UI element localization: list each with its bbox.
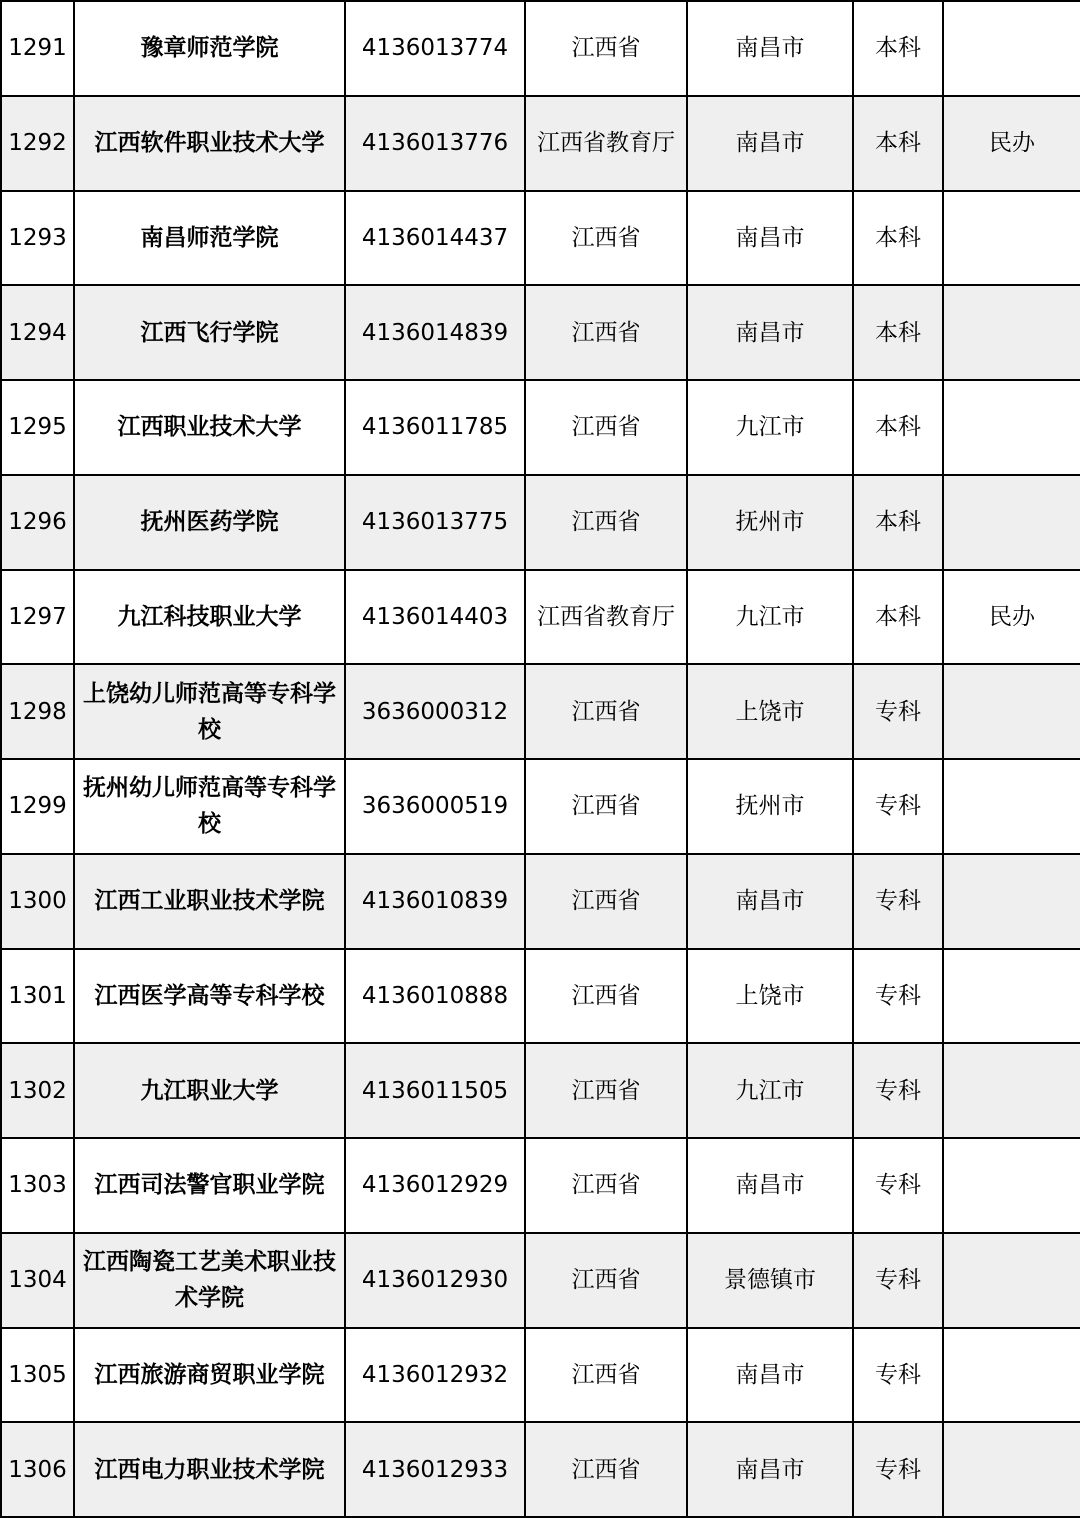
- table-row: [1, 570, 1080, 665]
- supervising-authority: 江西省: [525, 1, 687, 96]
- supervising-authority: 江西省: [525, 1328, 687, 1423]
- table-row: [1, 759, 1080, 854]
- institution-name: 九江科技职业大学: [74, 570, 345, 665]
- institution-code: 4136013776: [345, 96, 525, 191]
- row-number: 1302: [1, 1043, 74, 1138]
- remark: [943, 475, 1080, 570]
- row-number: 1306: [1, 1422, 74, 1517]
- supervising-authority: 江西省: [525, 285, 687, 380]
- supervising-authority: 江西省教育厅: [525, 570, 687, 665]
- institution-code: 4136012932: [345, 1328, 525, 1423]
- institution-name: 江西电力职业技术学院: [74, 1422, 345, 1517]
- remark: 民办: [943, 96, 1080, 191]
- supervising-authority: 江西省: [525, 380, 687, 475]
- institution-name: 江西旅游商贸职业学院: [74, 1328, 345, 1423]
- institution-name: 江西陶瓷工艺美术职业技术学院: [74, 1233, 345, 1328]
- row-number: 1293: [1, 191, 74, 286]
- supervising-authority: 江西省: [525, 949, 687, 1044]
- remark: [943, 1328, 1080, 1423]
- city: 景德镇市: [687, 1233, 853, 1328]
- remark: [943, 949, 1080, 1044]
- row-number: 1304: [1, 1233, 74, 1328]
- institution-code: 4136010839: [345, 854, 525, 949]
- supervising-authority: 江西省: [525, 191, 687, 286]
- supervising-authority: 江西省: [525, 854, 687, 949]
- education-level: 专科: [853, 949, 943, 1044]
- row-number: 1291: [1, 1, 74, 96]
- institution-name: 江西职业技术大学: [74, 380, 345, 475]
- remark: [943, 191, 1080, 286]
- row-number: 1305: [1, 1328, 74, 1423]
- city: 南昌市: [687, 1, 853, 96]
- city: 九江市: [687, 380, 853, 475]
- education-level: 专科: [853, 1328, 943, 1423]
- supervising-authority: 江西省: [525, 1422, 687, 1517]
- row-number: 1299: [1, 759, 74, 854]
- education-level: 专科: [853, 1138, 943, 1233]
- institution-code: 4136014437: [345, 191, 525, 286]
- city: 抚州市: [687, 475, 853, 570]
- table-row: [1, 1138, 1080, 1233]
- education-level: 专科: [853, 759, 943, 854]
- row-number: 1296: [1, 475, 74, 570]
- institution-name: 九江职业大学: [74, 1043, 345, 1138]
- institution-name: 江西司法警官职业学院: [74, 1138, 345, 1233]
- remark: [943, 854, 1080, 949]
- row-number: 1295: [1, 380, 74, 475]
- institution-code: 4136012933: [345, 1422, 525, 1517]
- table-row: [1, 475, 1080, 570]
- institution-name: 抚州医药学院: [74, 475, 345, 570]
- institution-code: 4136013774: [345, 1, 525, 96]
- supervising-authority: 江西省: [525, 1043, 687, 1138]
- remark: [943, 1422, 1080, 1517]
- table-row: [1, 285, 1080, 380]
- row-number: 1300: [1, 854, 74, 949]
- remark: [943, 285, 1080, 380]
- supervising-authority: 江西省: [525, 759, 687, 854]
- institution-code: 4136011505: [345, 1043, 525, 1138]
- institution-code: 4136011785: [345, 380, 525, 475]
- city: 九江市: [687, 1043, 853, 1138]
- table-row: [1, 96, 1080, 191]
- institution-code: 4136010888: [345, 949, 525, 1044]
- city: 南昌市: [687, 1328, 853, 1423]
- remark: [943, 380, 1080, 475]
- table-row: [1, 664, 1080, 759]
- institution-name: 上饶幼儿师范高等专科学校: [74, 664, 345, 759]
- city: 南昌市: [687, 191, 853, 286]
- remark: 民办: [943, 570, 1080, 665]
- city: 南昌市: [687, 285, 853, 380]
- supervising-authority: 江西省: [525, 475, 687, 570]
- institution-name: 豫章师范学院: [74, 1, 345, 96]
- table-row: [1, 1043, 1080, 1138]
- institution-code: 4136012929: [345, 1138, 525, 1233]
- table-body: [1, 1, 1080, 1517]
- city: 九江市: [687, 570, 853, 665]
- institution-code: 4136013775: [345, 475, 525, 570]
- row-number: 1297: [1, 570, 74, 665]
- city: 南昌市: [687, 96, 853, 191]
- education-level: 本科: [853, 96, 943, 191]
- remark: [943, 759, 1080, 854]
- city: 上饶市: [687, 664, 853, 759]
- table-row: [1, 1233, 1080, 1328]
- supervising-authority: 江西省教育厅: [525, 96, 687, 191]
- education-level: 本科: [853, 570, 943, 665]
- education-level: 专科: [853, 1233, 943, 1328]
- institution-name: 江西飞行学院: [74, 285, 345, 380]
- institution-name: 江西工业职业技术学院: [74, 854, 345, 949]
- city: 南昌市: [687, 1138, 853, 1233]
- education-level: 本科: [853, 191, 943, 286]
- row-number: 1301: [1, 949, 74, 1044]
- institution-code: 4136012930: [345, 1233, 525, 1328]
- city: 上饶市: [687, 949, 853, 1044]
- education-level: 本科: [853, 380, 943, 475]
- education-level: 本科: [853, 475, 943, 570]
- row-number: 1292: [1, 96, 74, 191]
- table-row: [1, 191, 1080, 286]
- supervising-authority: 江西省: [525, 1233, 687, 1328]
- remark: [943, 1138, 1080, 1233]
- education-level: 本科: [853, 285, 943, 380]
- remark: [943, 1233, 1080, 1328]
- institution-name: 南昌师范学院: [74, 191, 345, 286]
- education-level: 专科: [853, 1043, 943, 1138]
- supervising-authority: 江西省: [525, 664, 687, 759]
- table-row: [1, 949, 1080, 1044]
- education-level: 专科: [853, 1422, 943, 1517]
- table-row: [1, 1, 1080, 96]
- row-number: 1303: [1, 1138, 74, 1233]
- table-row: [1, 1328, 1080, 1423]
- row-number: 1298: [1, 664, 74, 759]
- institution-name: 江西医学高等专科学校: [74, 949, 345, 1044]
- institution-name: 江西软件职业技术大学: [74, 96, 345, 191]
- city: 抚州市: [687, 759, 853, 854]
- institution-code: 4136014839: [345, 285, 525, 380]
- supervising-authority: 江西省: [525, 1138, 687, 1233]
- institution-code: 3636000312: [345, 664, 525, 759]
- table-row: [1, 854, 1080, 949]
- table-row: [1, 1422, 1080, 1517]
- row-number: 1294: [1, 285, 74, 380]
- education-level: 本科: [853, 1, 943, 96]
- city: 南昌市: [687, 1422, 853, 1517]
- city: 南昌市: [687, 854, 853, 949]
- education-level: 专科: [853, 854, 943, 949]
- institution-code: 3636000519: [345, 759, 525, 854]
- remark: [943, 1043, 1080, 1138]
- remark: [943, 1, 1080, 96]
- education-level: 专科: [853, 664, 943, 759]
- remark: [943, 664, 1080, 759]
- institution-code: 4136014403: [345, 570, 525, 665]
- institution-name: 抚州幼儿师范高等专科学校: [74, 759, 345, 854]
- table-row: [1, 380, 1080, 475]
